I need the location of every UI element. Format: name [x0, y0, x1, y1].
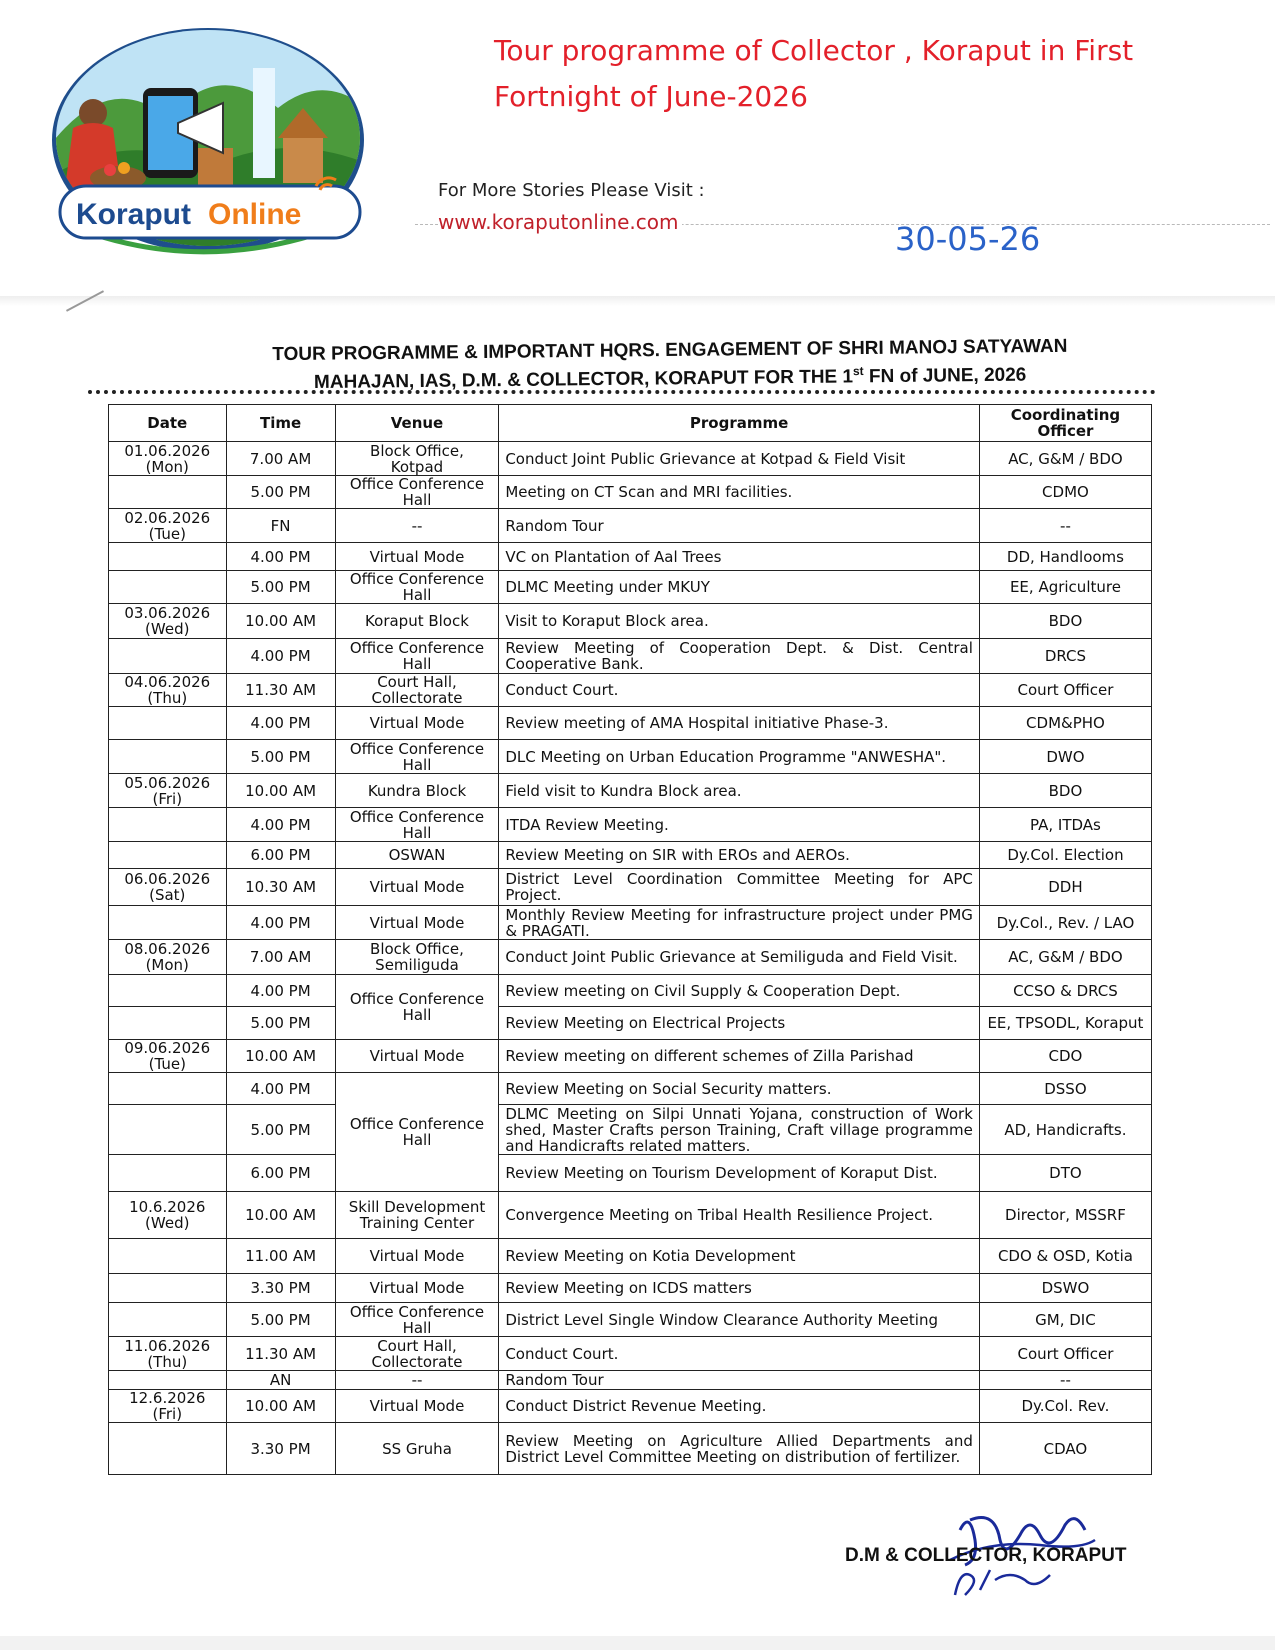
- col-header-officer: Coordinating Officer: [979, 405, 1151, 442]
- cell-venue: Koraput Block: [335, 604, 499, 639]
- cell-venue: Virtual Mode: [335, 906, 499, 940]
- schedule-body: [109, 442, 1152, 1475]
- cell-officer: DWO: [979, 740, 1151, 774]
- cell-venue: Block Office, Kotpad: [335, 442, 499, 476]
- table-row: [109, 571, 1152, 604]
- table-row: [109, 906, 1152, 940]
- cell-programme: Review Meeting of Cooperation Dept. & Dist. Central Cooperative Bank.: [499, 639, 980, 674]
- document-heading: [140, 334, 1200, 395]
- cell-programme: Review Meeting on Kotia Development: [499, 1239, 980, 1274]
- cell-venue: Office Conference Hall: [335, 1303, 499, 1337]
- cell-time: 5.00 PM: [226, 1303, 335, 1337]
- cell-programme: Review meeting on Civil Supply & Cooperation Dept.: [499, 975, 980, 1007]
- logo-text-online: Online: [208, 198, 302, 231]
- visit-label: For More Stories Please Visit :: [438, 180, 705, 201]
- cell-programme: Review Meeting on ICDS matters: [499, 1274, 980, 1303]
- cell-officer: CDMO: [979, 476, 1151, 509]
- cell-date: [109, 808, 227, 842]
- cell-venue: Court Hall, Collectorate: [335, 674, 499, 707]
- page-title-line1: Tour programme of Collector , Koraput in First: [494, 34, 1134, 67]
- cell-date: 09.06.2026 (Tue): [109, 1040, 227, 1073]
- cell-programme: District Level Coordination Committee Meeting for APC Project.: [499, 869, 980, 906]
- scan-bottom-edge: [0, 1636, 1275, 1650]
- cell-venue: Kundra Block: [335, 774, 499, 808]
- cell-programme: Random Tour: [499, 1371, 980, 1390]
- table-row: [109, 1371, 1152, 1390]
- cell-venue: Office Conference Hall: [335, 571, 499, 604]
- cell-time: FN: [226, 509, 335, 543]
- table-row: [109, 869, 1152, 906]
- cell-officer: Dy.Col., Rev. / LAO: [979, 906, 1151, 940]
- cell-officer: Dy.Col. Rev.: [979, 1390, 1151, 1423]
- cell-date: 02.06.2026 (Tue): [109, 509, 227, 543]
- cell-officer: DSSO: [979, 1073, 1151, 1105]
- cell-time: 11.30 AM: [226, 674, 335, 707]
- cell-date: 08.06.2026 (Mon): [109, 940, 227, 975]
- table-row: [109, 1007, 1152, 1040]
- table-row: [109, 740, 1152, 774]
- cell-time: 10.00 AM: [226, 774, 335, 808]
- table-row: [109, 639, 1152, 674]
- cell-programme: Review Meeting on Tourism Development of Koraput Dist.: [499, 1155, 980, 1192]
- cell-date: [109, 842, 227, 869]
- cell-date: 12.6.2026 (Fri): [109, 1390, 227, 1423]
- cell-officer: DDH: [979, 869, 1151, 906]
- cell-venue: Virtual Mode: [335, 1040, 499, 1073]
- cell-officer: AD, Handicrafts.: [979, 1105, 1151, 1155]
- cell-date: [109, 1371, 227, 1390]
- cell-date: 01.06.2026 (Mon): [109, 442, 227, 476]
- cell-programme: Review Meeting on Social Security matters.: [499, 1073, 980, 1105]
- scan-edge: [0, 296, 1275, 306]
- cell-date: [109, 1073, 227, 1105]
- cell-time: 4.00 PM: [226, 639, 335, 674]
- cell-time: 10.00 AM: [226, 604, 335, 639]
- cell-officer: DD, Handlooms: [979, 543, 1151, 571]
- table-row: [109, 842, 1152, 869]
- cell-venue: Virtual Mode: [335, 1274, 499, 1303]
- table-row: [109, 1303, 1152, 1337]
- cell-programme: DLMC Meeting on Silpi Unnati Yojana, construction of Work shed, Master Crafts person Training, Craft village programme and Handicrafts related matters.: [499, 1105, 980, 1155]
- cell-programme: Field visit to Kundra Block area.: [499, 774, 980, 808]
- cell-officer: Dy.Col. Election: [979, 842, 1151, 869]
- cell-venue: Office Conference Hall: [335, 740, 499, 774]
- cell-venue: Virtual Mode: [335, 1239, 499, 1274]
- cell-date: [109, 571, 227, 604]
- cell-time: 11.30 AM: [226, 1337, 335, 1371]
- table-row: [109, 940, 1152, 975]
- cell-officer: EE, TPSODL, Koraput: [979, 1007, 1151, 1040]
- table-row: [109, 707, 1152, 740]
- table-row: [109, 476, 1152, 509]
- cell-programme: Conduct District Revenue Meeting.: [499, 1390, 980, 1423]
- cell-time: 5.00 PM: [226, 571, 335, 604]
- cell-officer: Director, MSSRF: [979, 1192, 1151, 1239]
- cell-date: [109, 1007, 227, 1040]
- cell-date: [109, 1303, 227, 1337]
- cell-officer: CDO: [979, 1040, 1151, 1073]
- cell-date: 04.06.2026 (Thu): [109, 674, 227, 707]
- table-header-row: [109, 405, 1152, 442]
- table-row: [109, 604, 1152, 639]
- cell-officer: Court Officer: [979, 674, 1151, 707]
- cell-programme: Conduct Court.: [499, 1337, 980, 1371]
- koraputonline-logo[interactable]: [48, 28, 378, 273]
- cell-date: [109, 476, 227, 509]
- cell-programme: Random Tour: [499, 509, 980, 543]
- cell-venue: OSWAN: [335, 842, 499, 869]
- cell-date: [109, 1155, 227, 1192]
- cell-officer: DRCS: [979, 639, 1151, 674]
- cell-time: 4.00 PM: [226, 975, 335, 1007]
- cell-officer: PA, ITDAs: [979, 808, 1151, 842]
- cell-time: 4.00 PM: [226, 1073, 335, 1105]
- cell-officer: BDO: [979, 774, 1151, 808]
- schedule-table: [108, 404, 1152, 1475]
- cell-date: [109, 906, 227, 940]
- col-header-programme: Programme: [499, 405, 980, 442]
- cell-officer: CDO & OSD, Kotia: [979, 1239, 1151, 1274]
- logo-graphic: [48, 28, 378, 273]
- table-row: [109, 1105, 1152, 1155]
- table-row: [109, 1423, 1152, 1475]
- date-stamp: 30-05-26: [895, 220, 1041, 258]
- table-row: [109, 1390, 1152, 1423]
- cell-time: 4.00 PM: [226, 707, 335, 740]
- cell-venue: Skill Development Training Center: [335, 1192, 499, 1239]
- cell-programme: Review meeting on different schemes of Zilla Parishad: [499, 1040, 980, 1073]
- heading-line1: TOUR PROGRAMME & IMPORTANT HQRS. ENGAGEMENT OF SHRI MANOJ SATYAWAN: [272, 335, 1068, 366]
- cell-time: 10.30 AM: [226, 869, 335, 906]
- cell-officer: DTO: [979, 1155, 1151, 1192]
- cell-time: 6.00 PM: [226, 842, 335, 869]
- cell-time: 4.00 PM: [226, 543, 335, 571]
- cell-venue: --: [335, 509, 499, 543]
- table-row: [109, 543, 1152, 571]
- cell-time: 4.00 PM: [226, 906, 335, 940]
- cell-time: 5.00 PM: [226, 1105, 335, 1155]
- cell-venue: Virtual Mode: [335, 869, 499, 906]
- table-row: [109, 674, 1152, 707]
- cell-date: 05.06.2026 (Fri): [109, 774, 227, 808]
- cell-venue: SS Gruha: [335, 1423, 499, 1475]
- cell-officer: CDAO: [979, 1423, 1151, 1475]
- cell-date: [109, 707, 227, 740]
- cell-officer: DSWO: [979, 1274, 1151, 1303]
- cell-date: [109, 543, 227, 571]
- cell-programme: Conduct Joint Public Grievance at Semiliguda and Field Visit.: [499, 940, 980, 975]
- cell-officer: AC, G&M / BDO: [979, 940, 1151, 975]
- cell-time: 10.00 AM: [226, 1390, 335, 1423]
- table-row: [109, 442, 1152, 476]
- table-row: [109, 1337, 1152, 1371]
- table-row: [109, 1274, 1152, 1303]
- cell-venue: Office Conference Hall: [335, 1073, 499, 1192]
- cell-venue: Court Hall, Collectorate: [335, 1337, 499, 1371]
- cell-officer: Court Officer: [979, 1337, 1151, 1371]
- cell-date: 06.06.2026 (Sat): [109, 869, 227, 906]
- cell-venue: Virtual Mode: [335, 543, 499, 571]
- page-header: [0, 0, 1275, 300]
- cell-time: AN: [226, 1371, 335, 1390]
- cell-date: [109, 1105, 227, 1155]
- cell-time: 10.00 AM: [226, 1040, 335, 1073]
- signatory-label: D.M & COLLECTOR, KORAPUT: [845, 1545, 1127, 1566]
- cell-time: 3.30 PM: [226, 1423, 335, 1475]
- cell-venue: Office Conference Hall: [335, 476, 499, 509]
- table-row: [109, 1155, 1152, 1192]
- cell-venue: Office Conference Hall: [335, 639, 499, 674]
- cell-time: 4.00 PM: [226, 808, 335, 842]
- cell-time: 5.00 PM: [226, 1007, 335, 1040]
- cell-date: [109, 1423, 227, 1475]
- cell-officer: EE, Agriculture: [979, 571, 1151, 604]
- col-header-time: Time: [226, 405, 335, 442]
- cell-time: 5.00 PM: [226, 740, 335, 774]
- cell-programme: DLC Meeting on Urban Education Programme "ANWESHA".: [499, 740, 980, 774]
- cell-time: 10.00 AM: [226, 1192, 335, 1239]
- table-row: [109, 975, 1152, 1007]
- table-row: [109, 509, 1152, 543]
- cell-officer: --: [979, 509, 1151, 543]
- cell-officer: CCSO & DRCS: [979, 975, 1151, 1007]
- heading-line2: MAHAJAN, IAS, D.M. & COLLECTOR, KORAPUT FOR THE 1st FN of JUNE, 2026: [313, 363, 1027, 394]
- cell-programme: Review Meeting on Electrical Projects: [499, 1007, 980, 1040]
- cell-officer: --: [979, 1371, 1151, 1390]
- table-row: [109, 808, 1152, 842]
- cell-date: [109, 639, 227, 674]
- cell-programme: ITDA Review Meeting.: [499, 808, 980, 842]
- cell-venue: --: [335, 1371, 499, 1390]
- cell-time: 5.00 PM: [226, 476, 335, 509]
- cell-programme: Conduct Court.: [499, 674, 980, 707]
- cell-time: 7.00 AM: [226, 940, 335, 975]
- cell-officer: CDM&PHO: [979, 707, 1151, 740]
- dotted-rule: [88, 390, 1156, 394]
- cell-venue: Virtual Mode: [335, 1390, 499, 1423]
- table-row: [109, 1073, 1152, 1105]
- cell-venue: Block Office, Semiliguda: [335, 940, 499, 975]
- col-header-date: Date: [109, 405, 227, 442]
- cell-venue: Virtual Mode: [335, 707, 499, 740]
- page-title-line2: Fortnight of June-2026: [494, 80, 808, 113]
- cell-date: 11.06.2026 (Thu): [109, 1337, 227, 1371]
- table-row: [109, 1040, 1152, 1073]
- cell-officer: AC, G&M / BDO: [979, 442, 1151, 476]
- cell-officer: GM, DIC: [979, 1303, 1151, 1337]
- table-row: [109, 774, 1152, 808]
- cell-date: [109, 1274, 227, 1303]
- cell-time: 3.30 PM: [226, 1274, 335, 1303]
- col-header-venue: Venue: [335, 405, 499, 442]
- website-link[interactable]: www.koraputonline.com: [438, 210, 682, 234]
- cell-venue: Office Conference Hall: [335, 808, 499, 842]
- cell-time: 7.00 AM: [226, 442, 335, 476]
- table-row: [109, 1192, 1152, 1239]
- cell-programme: Visit to Koraput Block area.: [499, 604, 980, 639]
- cell-programme: DLMC Meeting under MKUY: [499, 571, 980, 604]
- cell-time: 11.00 AM: [226, 1239, 335, 1274]
- cell-programme: Monthly Review Meeting for infrastructure project under PMG & PRAGATI.: [499, 906, 980, 940]
- cell-time: 6.00 PM: [226, 1155, 335, 1192]
- table-row: [109, 1239, 1152, 1274]
- logo-text-koraput: Koraput: [76, 198, 191, 231]
- cell-date: [109, 1239, 227, 1274]
- cell-date: [109, 740, 227, 774]
- cell-programme: Review Meeting on SIR with EROs and AEROs.: [499, 842, 980, 869]
- cell-date: 10.6.2026 (Wed): [109, 1192, 227, 1239]
- cell-venue: Office Conference Hall: [335, 975, 499, 1040]
- cell-programme: Conduct Joint Public Grievance at Kotpad & Field Visit: [499, 442, 980, 476]
- cell-programme: Convergence Meeting on Tribal Health Resilience Project.: [499, 1192, 980, 1239]
- cell-date: 03.06.2026 (Wed): [109, 604, 227, 639]
- cell-officer: BDO: [979, 604, 1151, 639]
- cell-programme: Meeting on CT Scan and MRI facilities.: [499, 476, 980, 509]
- cell-programme: Review Meeting on Agriculture Allied Departments and District Level Committee Meeting on distribution of fertilizer.: [499, 1423, 980, 1475]
- cell-programme: VC on Plantation of Aal Trees: [499, 543, 980, 571]
- cell-programme: District Level Single Window Clearance Authority Meeting: [499, 1303, 980, 1337]
- cell-programme: Review meeting of AMA Hospital initiative Phase-3.: [499, 707, 980, 740]
- cell-date: [109, 975, 227, 1007]
